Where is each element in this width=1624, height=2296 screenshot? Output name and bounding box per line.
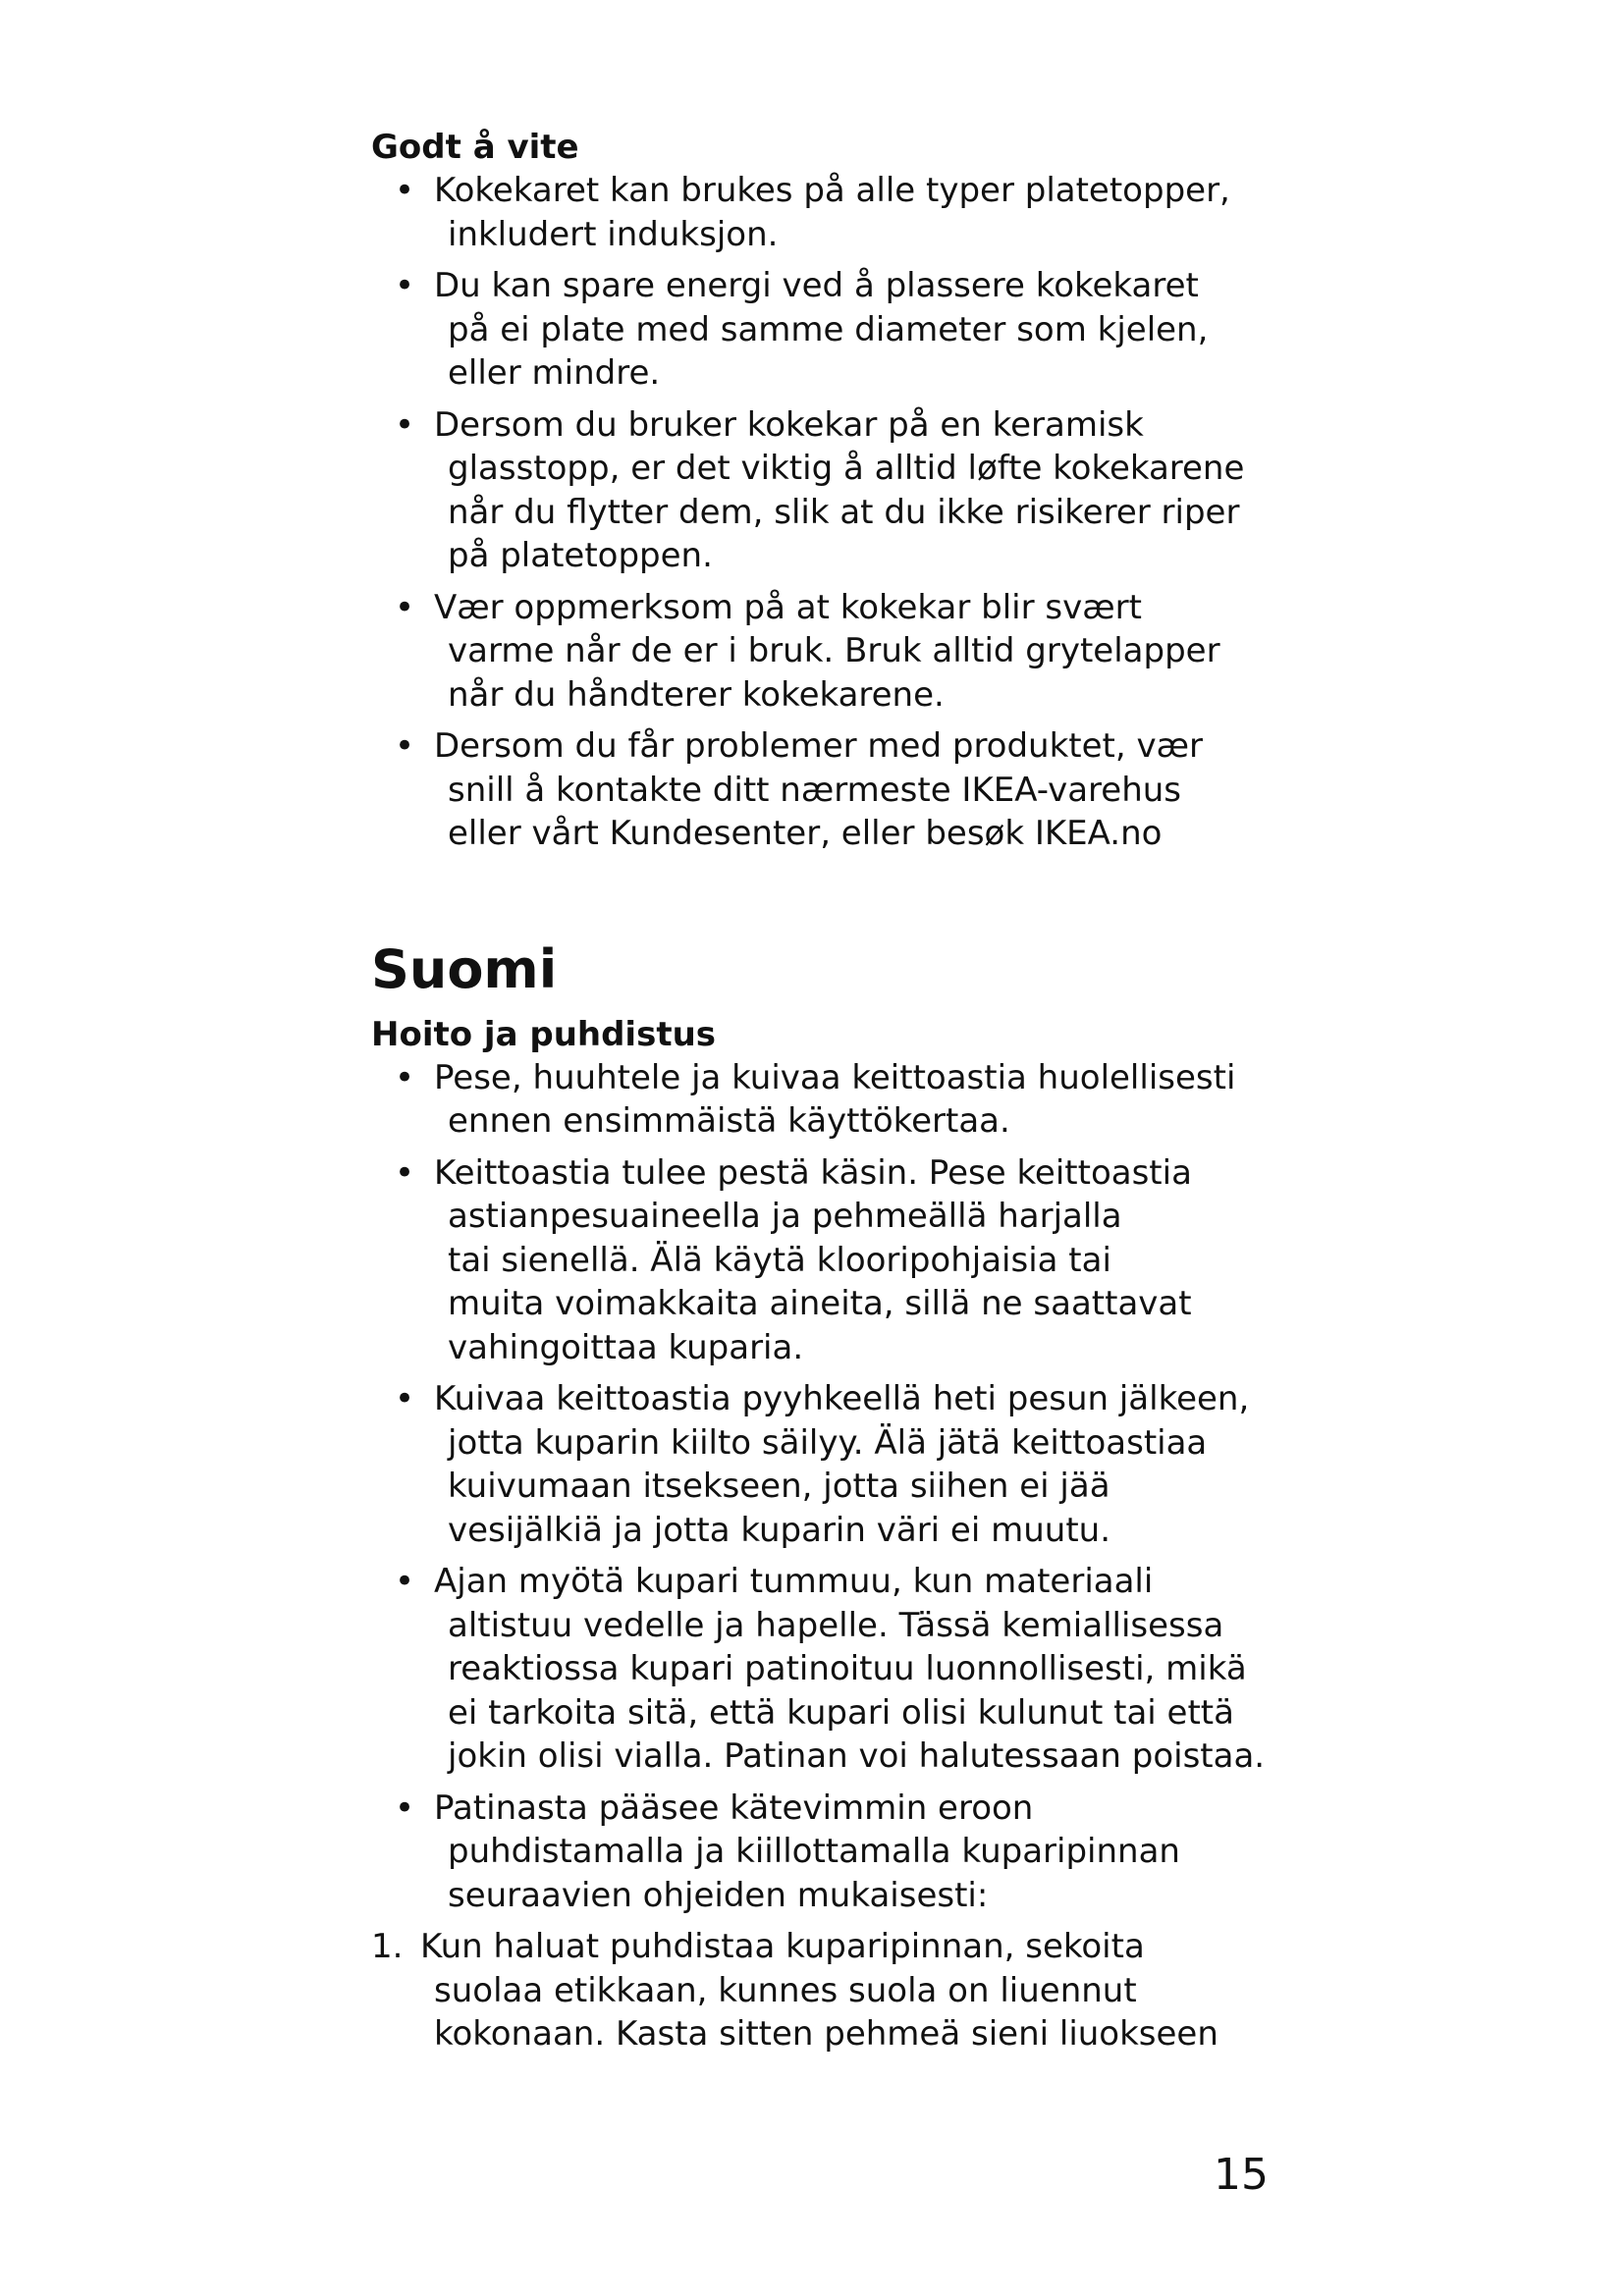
- text-line: Kuivaa keittoastia pyyhkeellä heti pesun jälkeen,: [434, 1379, 1250, 1418]
- text-line: muita voimakkaita aineita, sillä ne saattavat: [448, 1284, 1192, 1323]
- text-line: kuivumaan itsekseen, jotta siihen ei jää: [448, 1467, 1110, 1506]
- text-line: astianpesuaineella ja pehmeällä harjalla: [448, 1197, 1122, 1236]
- bullet-icon: •: [395, 726, 415, 766]
- text-line: kokonaan. Kasta sitten pehmeä sieni liuokseen: [434, 2014, 1218, 2054]
- list-item: [371, 1787, 1294, 1918]
- norwegian-section: [371, 126, 1294, 856]
- text-line: suolaa etikkaan, kunnes suola on liuennut: [434, 1970, 1137, 2010]
- list-item: [371, 1056, 1294, 1144]
- text-line: Dersom du får problemer med produktet, vær: [434, 726, 1203, 766]
- bullet-icon: •: [395, 1379, 415, 1418]
- text-line: Vær oppmerksom på at kokekar blir svært: [434, 587, 1142, 627]
- text-line: vesijälkiä ja jotta kuparin väri ei muutu.: [448, 1510, 1111, 1550]
- text-line: eller mindre.: [448, 353, 661, 393]
- list-item: [371, 264, 1294, 396]
- text-line: jokin olisi vialla. Patinan voi halutessaan poistaa.: [448, 1736, 1266, 1776]
- text-line: seuraavien ohjeiden mukaisesti:: [448, 1875, 989, 1915]
- text-line: tai sienellä. Älä käytä klooripohjaisia tai: [448, 1240, 1111, 1280]
- text-line: vahingoittaa kuparia.: [448, 1327, 804, 1367]
- bullet-icon: •: [395, 266, 415, 305]
- page-number: 15: [1214, 2150, 1269, 2200]
- text-line: på platetoppen.: [448, 536, 713, 575]
- text-line: ennen ensimmäistä käyttökertaa.: [448, 1101, 1010, 1141]
- text-line: Kokekaret kan brukes på alle typer platetopper,: [434, 171, 1230, 210]
- text-line: Kun haluat puhdistaa kuparipinnan, sekoita: [420, 1927, 1145, 1966]
- bullet-icon: •: [395, 404, 415, 445]
- text-line: Du kan spare energi ved å plassere kokekaret: [434, 266, 1199, 305]
- text-line: på ei plate med samme diameter som kjelen,: [448, 309, 1209, 349]
- text-line: Pese, huuhtele ja kuivaa keittoastia huolellisesti: [434, 1057, 1236, 1097]
- text-line: inkludert induksjon.: [448, 214, 779, 254]
- text-line: Ajan myötä kupari tummuu, kun materiaali: [434, 1562, 1154, 1601]
- text-line: når du flytter dem, slik at du ikke risikerer riper: [448, 492, 1240, 532]
- text-line: ei tarkoita sitä, että kupari olisi kulunut tai että: [448, 1692, 1234, 1733]
- bullet-list: [371, 169, 1294, 856]
- finnish-section: [371, 938, 1294, 2056]
- list-item: [371, 1377, 1294, 1552]
- list-item: [371, 403, 1294, 578]
- list-item: [371, 586, 1294, 718]
- text-line: Dersom du bruker kokekar på en keramisk: [434, 404, 1144, 445]
- bullet-icon: •: [395, 587, 415, 627]
- bullet-icon: •: [395, 1788, 415, 1828]
- bullet-icon: •: [395, 1562, 415, 1601]
- bullet-list: [371, 1056, 1294, 1918]
- bullet-icon: •: [395, 1057, 415, 1097]
- list-item: [371, 169, 1294, 256]
- text-line: jotta kuparin kiilto säilyy. Älä jätä keittoastiaa: [448, 1422, 1208, 1463]
- numbered-step: [371, 1925, 1294, 2056]
- text-line: Keittoastia tulee pestä käsin. Pese keittoastia: [434, 1152, 1192, 1193]
- list-item: [371, 1560, 1294, 1779]
- language-heading: Suomi: [371, 937, 558, 1000]
- section-subheading: Hoito ja puhdistus: [371, 1014, 717, 1054]
- text-line: puhdistamalla ja kiillottamalla kuparipinnan: [448, 1832, 1180, 1871]
- text-line: eller vårt Kundesenter, eller besøk IKEA.no: [448, 814, 1163, 853]
- step-number: 1.: [371, 1927, 404, 1966]
- document-page: [371, 126, 1294, 2056]
- text-line: snill å kontakte ditt nærmeste IKEA-varehus: [448, 770, 1182, 810]
- list-item: [371, 724, 1294, 856]
- text-line: reaktiossa kupari patinoituu luonnollisesti, mikä: [448, 1649, 1247, 1688]
- bullet-icon: •: [395, 1152, 415, 1193]
- section-subheading: Godt å vite: [371, 128, 579, 167]
- numbered-list: [371, 1925, 1294, 2056]
- list-item: [371, 1151, 1294, 1370]
- text-line: glasstopp, er det viktig å alltid løfte kokekarene: [448, 449, 1245, 488]
- text-line: altistuu vedelle ja hapelle. Tässä kemiallisessa: [448, 1605, 1224, 1645]
- text-line: når du håndterer kokekarene.: [448, 674, 945, 715]
- bullet-icon: •: [395, 171, 415, 210]
- text-line: varme når de er i bruk. Bruk alltid grytelapper: [448, 631, 1220, 670]
- text-line: Patinasta pääsee kätevimmin eroon: [434, 1788, 1034, 1828]
